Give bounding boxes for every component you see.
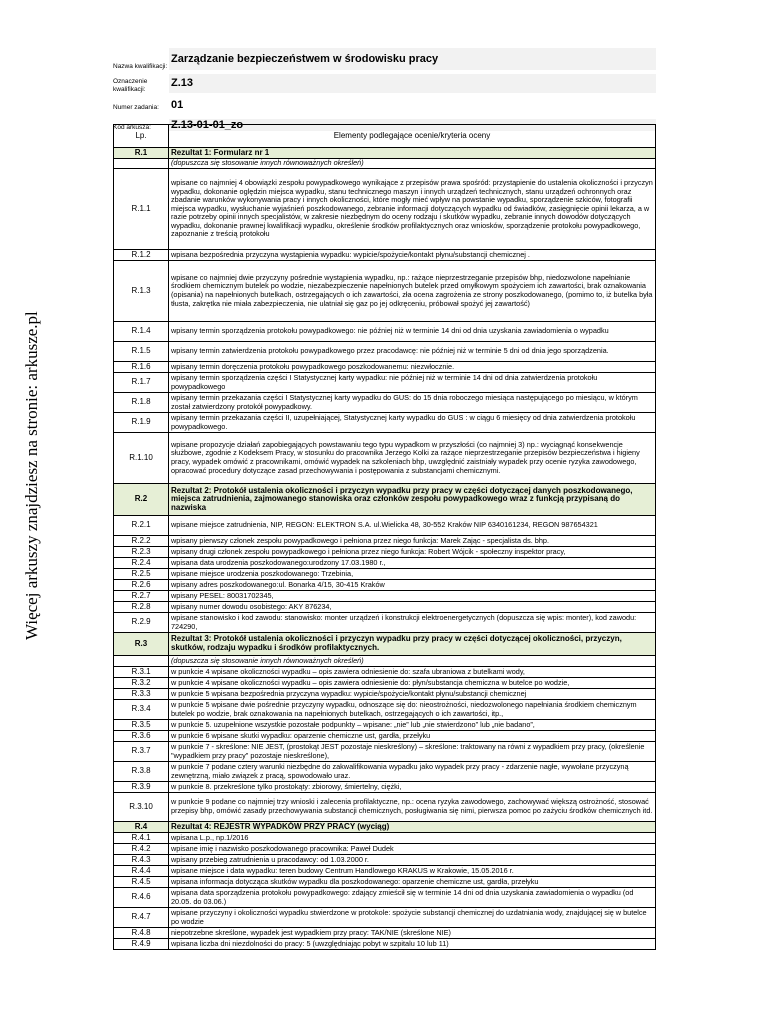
table-row — [114, 536, 656, 547]
row-number-cell: R.3.9 — [114, 782, 169, 793]
table-row — [114, 547, 656, 558]
row-number-cell: R.4.5 — [114, 877, 169, 888]
criteria-cell: Rezultat 2: Protokół ustalenia okoliczności i przyczyn wypadku przy pracy w części dotyczącej danych poszkodowanego, miejsca zatrudnienia, zajmowanego stanowiska oraz członków zespołu powypadkowego wraz z funkcją przypisaną do nazwiska — [169, 484, 656, 516]
table-row — [114, 720, 656, 731]
row-number-cell: R.2.2 — [114, 536, 169, 547]
table-row — [114, 866, 656, 877]
criteria-cell: w punkcie 5 wpisana bezpośrednia przyczyna wypadku: wypicie/spożycie/kontakt płynu/substancji chemicznej — [169, 689, 656, 700]
row-number-cell: R.2.4 — [114, 558, 169, 569]
table-row — [114, 844, 656, 855]
criteria-cell: wpisany termin zatwierdzenia protokołu powypadkowego przez pracodawcę: nie później niż w terminie 5 dni od dnia jego sporządzenia. — [169, 342, 656, 362]
criteria-cell: Rezultat 4: REJESTR WYPADKÓW PRZY PRACY (wyciąg) — [169, 822, 656, 833]
table-row — [114, 793, 656, 822]
task-number-value: 01 — [171, 99, 184, 111]
row-number-cell: R.2.5 — [114, 569, 169, 580]
criteria-cell: wpisany drugi członek zespołu powypadkowego i pełniona przez niego funkcja: Robert Wójcik - społeczny inspektor pracy, — [169, 547, 656, 558]
row-number-cell — [114, 656, 169, 667]
criteria-cell: wpisane miejsce zatrudnienia, NIP, REGON: ELEKTRON S.A. ul.Wielicka 48, 30-552 Kraków NIP 6340161234, REGON 987654321 — [169, 516, 656, 536]
criteria-cell: wpisane przyczyny i okoliczności wypadku stwierdzone w protokole: spożycie substancji chemicznej do uzdatniania wody, znajdującej się w butelce po wodzie — [169, 908, 656, 928]
qualification-code-value: Z.13 — [169, 74, 656, 93]
criteria-cell: wpisane co najmniej dwie przyczyny pośrednie wystąpienia wypadku, np.: rażące nieprzestrzeganie przepisów bhp, niedozwolone napełnianie środkiem chemicznym butelek po wodzie, niezabezpieczenie napełnionych butelek przed omyłkowym spożyciem ich zawartości, brak oznakowania (opisania) na napełnionych butelkach, ostrzegających o ich zawartości, zła ocena zagrożenia ze strony poszkodowanego, (pomimo to, iż butelka była tłusta, zakrętka nie miała zabezpieczenia, nie ulatniał się gaz po jej odkręceniu, próbował spożyć jej zawartość) — [169, 261, 656, 322]
criteria-cell: w punkcie 6 wpisane skutki wypadku: oparzenie chemiczne ust, gardła, przełyku — [169, 731, 656, 742]
row-number-cell: R.4.6 — [114, 888, 169, 908]
row-number-cell: R.1.3 — [114, 261, 169, 322]
qualification-name-label: Nazwa kwalifikacji: — [113, 62, 168, 70]
criteria-cell: wpisany termin sporządzenia części I Statystycznej karty wypadku: nie później niż w terminie 14 dni od dnia zatwierdzenia protokołu powypadkowego — [169, 373, 656, 393]
criteria-cell: wpisane propozycje działań zapobiegających powstawaniu tego typu wypadkom w przyszłości (co najmniej 3) np.: wyciągnąć konsekwencje służbowe, zgodnie z Kodeksem Pracy, w stosunku do pracownika Jerzego Kolki za rażące nieprzestrzeganie przepisów bezpieczeństwa i higieny pracy, wypadek omówić z pracownikami, omówić wypadek na szkoleniach bhp, uwzględnić zaistniały wypadek przy ocenie ryzyka zawodowego, opracować procedury dotyczące zasad przechowywania i postępowania z substancjami chemicznymi. — [169, 433, 656, 484]
criteria-cell: wpisana bezpośrednia przyczyna wystąpienia wypadku: wypicie/spożycie/kontakt płynu/substancji chemicznej . — [169, 250, 656, 261]
table-row — [114, 928, 656, 939]
row-number-cell: R.3.4 — [114, 700, 169, 720]
row-number-cell: R.1.8 — [114, 393, 169, 413]
qualification-name-row — [113, 48, 656, 70]
criteria-cell: wpisane imię i nazwisko poszkodowanego pracownika: Paweł Dudek — [169, 844, 656, 855]
row-number-cell — [114, 159, 169, 169]
criteria-cell: wpisany termin doręczenia protokołu powypadkowego poszkodowanemu: niezwłocznie. — [169, 362, 656, 373]
row-number-cell: R.4 — [114, 822, 169, 833]
criteria-cell: w punkcie 5 wpisane dwie pośrednie przyczyny wypadku, odnoszące się do: nieostrożności, niedozwolonego napełniania środkiem chemicznym butelek po wodzie, brak oznakowania na napełnionych butelkach, ostrzegających o ich zawartości, itp., — [169, 700, 656, 720]
row-number-cell: R.2.7 — [114, 591, 169, 602]
row-number-cell: R.1.4 — [114, 322, 169, 342]
table-row — [114, 413, 656, 433]
table-row — [114, 569, 656, 580]
criteria-cell: (dopuszcza się stosowanie innych równoważnych określeń) — [169, 656, 656, 667]
criteria-cell: wpisany PESEL: 80031702345, — [169, 591, 656, 602]
criteria-cell: (dopuszcza się stosowanie innych równoważnych określeń) — [169, 159, 656, 169]
row-number-cell: R.1.6 — [114, 362, 169, 373]
table-row — [114, 580, 656, 591]
criteria-cell: w punkcie 9 podane co najmniej trzy wnioski i zalecenia profilaktyczne, np.: ocena ryzyka zawodowego, zachowywać większą ostrożność, stosować przepisy bhp, omówić zasady przechowywania substancji chemicznych, posługiwania się nimi, pierwsza pomoc po zażyciu środków chemicznych itd. — [169, 793, 656, 822]
row-number-cell: R.3.6 — [114, 731, 169, 742]
criteria-cell: wpisana L.p., np.1/2016 — [169, 833, 656, 844]
result-row — [114, 633, 656, 656]
criteria-cell: w punkcie 5. uzupełnione wszystkie pozostałe podpunkty – wpisane: „nie” lub „nie stwierdzono” lub „nie badano”, — [169, 720, 656, 731]
criteria-cell: niepotrzebne skreślone, wypadek jest wypadkiem przy pracy: TAK/NIE (skreślone NIE) — [169, 928, 656, 939]
table-row — [114, 613, 656, 633]
criteria-cell: wpisane stanowisko i kod zawodu: stanowisko: monter urządzeń i konstrukcji elektroenergetycznych (dopuszcza się wpis: monter), kod zawodu: 724290, — [169, 613, 656, 633]
note-row — [114, 159, 656, 169]
table-row — [114, 762, 656, 782]
row-number-cell: R.2.8 — [114, 602, 169, 613]
row-number-cell: R.4.4 — [114, 866, 169, 877]
table-row — [114, 250, 656, 261]
criteria-cell: wpisany przebieg zatrudnienia u pracodawcy: od 1.03.2000 r. — [169, 855, 656, 866]
criteria-cell: wpisany termin sporządzenia protokołu powypadkowego: nie później niż w terminie 14 dni od dnia uzyskania zawiadomienia o wypadku — [169, 322, 656, 342]
criteria-cell: wpisane miejsce urodzenia poszkodowanego: Trzebinia, — [169, 569, 656, 580]
criteria-cell: w punkcie 4 wpisane okoliczności wypadku – opis zawiera odniesienie do: szafa ubraniowa z butelkami wody, — [169, 667, 656, 678]
criteria-cell: wpisane miejsce i data wypadku: teren budowy Centrum Handlowego KRAKUS w Krakowie, 15.05.2016 r. — [169, 866, 656, 877]
criteria-cell: wpisana data urodzenia poszkodowanego:urodzony 17.03.1980 r., — [169, 558, 656, 569]
table-row — [114, 742, 656, 762]
criteria-cell: wpisana informacja dotycząca skutków wypadku dla poszkodowanego: oparzenie chemiczne ust, gardła, przełyku — [169, 877, 656, 888]
criteria-cell: wpisane co najmniej 4 obowiązki zespołu powypadkowego wynikające z przepisów prawa spośród: przystąpienie do ustalenia okoliczności i przyczyn wypadku, dokonanie oględzin miejsca wypadku, stanu technicznego maszyn i innych urządzeń technicznych, stanu urządzeń ochronnych oraz zbadanie warunków wykonywania pracy i innych okoliczności, które mogły mieć wpływ na powstanie wypadku, sporządzenie szkiców, fotografii miejsca wypadku, wysłuchanie wyjaśnień poszkodowanego, zebranie informacji dotyczących wypadku od świadków, zasięgnięcie opinii lekarza, a w razie potrzeby opinii innych specjalistów, w zakresie niezbędnym do oceny rodzaju i skutków wypadku, zebranie innych dowodów dotyczących wypadku, dokonanie prawnej kwalifikacji wypadku, określenie środków profilaktycznych oraz wniosków, sporządzenie protokołu powypadkowego, zapoznanie z treścią protokołu — [169, 169, 656, 250]
table-row — [114, 678, 656, 689]
row-number-cell: R.4.9 — [114, 939, 169, 950]
row-number-cell: R.1 — [114, 148, 169, 159]
table-row — [114, 558, 656, 569]
row-number-cell: R.4.1 — [114, 833, 169, 844]
table-row — [114, 322, 656, 342]
criteria-cell: wpisana data sporządzenia protokołu powypadkowego: zdający zmieścił się w terminie 14 dni od dnia uzyskania zawiadomienia o wypadku (od 20.05. do 03.06.) — [169, 888, 656, 908]
qualification-code-row — [113, 72, 656, 93]
table-row — [114, 855, 656, 866]
row-number-cell: R.1.1 — [114, 169, 169, 250]
task-number-label: Numer zadania: — [113, 103, 159, 111]
column-header-lp: Lp. — [114, 125, 169, 148]
table-row — [114, 689, 656, 700]
row-number-cell: R.2.9 — [114, 613, 169, 633]
criteria-cell: wpisany numer dowodu osobistego: AKY 876234, — [169, 602, 656, 613]
row-number-cell: R.4.7 — [114, 908, 169, 928]
table-row — [114, 169, 656, 250]
criteria-cell: wpisana liczba dni niezdolności do pracy: 5 (uwzględniając pobyt w szpitalu 10 lub 11) — [169, 939, 656, 950]
row-number-cell: R.1.2 — [114, 250, 169, 261]
table-row — [114, 591, 656, 602]
table-row — [114, 261, 656, 322]
row-number-cell: R.4.2 — [114, 844, 169, 855]
criteria-cell: Rezultat 1: Formularz nr 1 — [169, 148, 656, 159]
table-header-row — [114, 125, 656, 148]
table-row — [114, 393, 656, 413]
row-number-cell: R.2.6 — [114, 580, 169, 591]
criteria-cell: wpisany adres poszkodowanego:ul. Bonarka 4/15, 30-415 Kraków — [169, 580, 656, 591]
result-row — [114, 484, 656, 516]
row-number-cell: R.1.9 — [114, 413, 169, 433]
table-row — [114, 888, 656, 908]
row-number-cell: R.4.3 — [114, 855, 169, 866]
table-row — [114, 939, 656, 950]
criteria-table — [113, 124, 656, 950]
table-row — [114, 833, 656, 844]
table-row — [114, 342, 656, 362]
row-number-cell: R.1.7 — [114, 373, 169, 393]
criteria-cell: Rezultat 3: Protokół ustalenia okoliczności i przyczyn wypadku przy pracy w części dotyczącej okoliczności, przyczyn, skutków, rodzaju wypadku i środków profilaktycznych. — [169, 633, 656, 656]
criteria-cell: wpisany pierwszy członek zespołu powypadkowego i pełniona przez niego funkcja: Marek Zając - specjalista ds. bhp. — [169, 536, 656, 547]
criteria-cell: w punkcie 8. przekreślone tylko prostokąty: zbiorowy, śmiertelny, ciężki, — [169, 782, 656, 793]
result-row — [114, 822, 656, 833]
row-number-cell: R.3.10 — [114, 793, 169, 822]
table-row — [114, 731, 656, 742]
side-watermark-text: Więcej arkuszy znajdziesz na stronie: arkusze.pl — [22, 311, 41, 640]
row-number-cell: R.1.10 — [114, 433, 169, 484]
qualification-name-value: Zarządzanie bezpieczeństwem w środowisku pracy — [169, 48, 656, 70]
table-row — [114, 362, 656, 373]
row-number-cell: R.3.1 — [114, 667, 169, 678]
sheet-code-value: Z.13-01-01_zo — [169, 119, 656, 131]
table-row — [114, 373, 656, 393]
criteria-cell: w punkcie 7 - skreślone: NIE JEST, (prostokąt JEST pozostaje nieskreślony) – skreślone: traktowany na równi z wypadkiem przy pracy, (określenie "wypadkiem przy pracy" pozostaje nieskreślone), — [169, 742, 656, 762]
sheet-code-label: Kod arkusza: — [113, 123, 151, 131]
table-row — [114, 877, 656, 888]
qualification-code-label: Oznaczenie kwalifikacji: — [113, 78, 148, 93]
row-number-cell: R.1.5 — [114, 342, 169, 362]
row-number-cell: R.3.2 — [114, 678, 169, 689]
note-row — [114, 656, 656, 667]
table-row — [114, 516, 656, 536]
row-number-cell: R.4.8 — [114, 928, 169, 939]
table-row — [114, 433, 656, 484]
row-number-cell: R.3.8 — [114, 762, 169, 782]
table-row — [114, 602, 656, 613]
table-row — [114, 700, 656, 720]
criteria-cell: w punkcie 4 wpisane okoliczności wypadku – opis zawiera odniesienie do: płyn/substancja chemiczna w butelce po wodzie, — [169, 678, 656, 689]
row-number-cell: R.2.1 — [114, 516, 169, 536]
row-number-cell: R.2 — [114, 484, 169, 516]
criteria-cell: wpisany termin przekazania części II, uzupełniającej, Statystycznej karty wypadku do GUS : w ciągu 6 miesięcy od dnia zatwierdzenia protokołu powypadkowego. — [169, 413, 656, 433]
task-number-row — [113, 99, 656, 111]
table-row — [114, 667, 656, 678]
row-number-cell: R.3.5 — [114, 720, 169, 731]
row-number-cell: R.3.7 — [114, 742, 169, 762]
result-row — [114, 148, 656, 159]
criteria-cell: wpisany termin przekazania części I Statystycznej karty wypadku do GUS: do 15 dnia roboczego miesiąca następującego po miesiącu, w którym został zatwierdzony protokół powypadkowy. — [169, 393, 656, 413]
table-row — [114, 782, 656, 793]
column-header-criteria: Elementy podlegające ocenie/kryteria oceny — [169, 125, 656, 148]
row-number-cell: R.3 — [114, 633, 169, 656]
table-row — [114, 908, 656, 928]
criteria-cell: w punkcie 7 podane cztery warunki niezbędne do zakwalifikowania wypadku jako wypadek przy pracy - zdarzenie nagłe, wywołane przyczyną zewnętrzną, miało związek z pracą, spowodowało uraz. — [169, 762, 656, 782]
document-header — [113, 48, 656, 131]
row-number-cell: R.2.3 — [114, 547, 169, 558]
row-number-cell: R.3.3 — [114, 689, 169, 700]
